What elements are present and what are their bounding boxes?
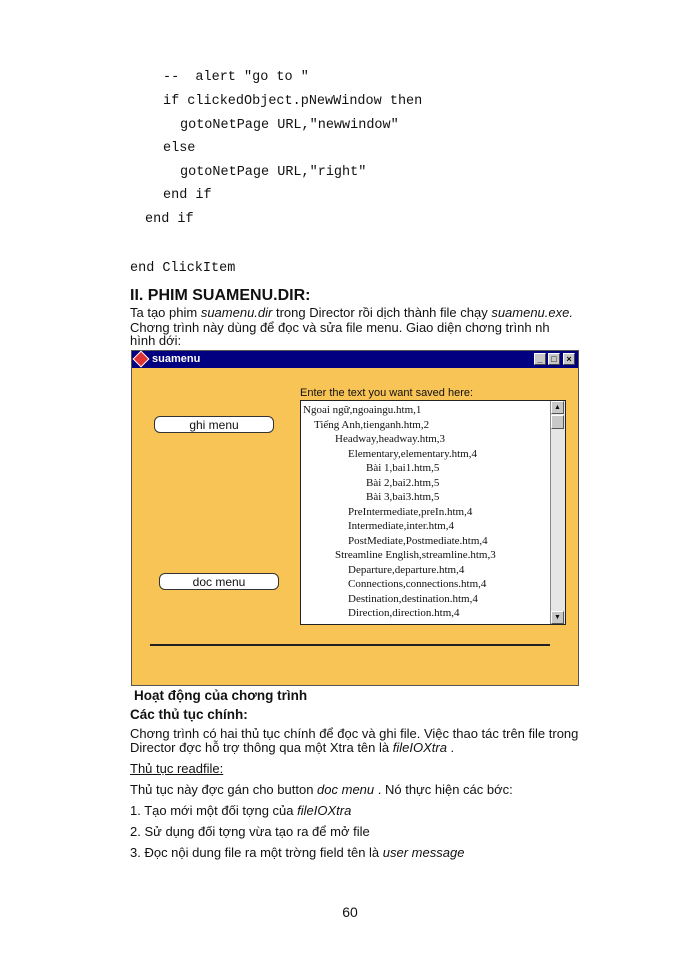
activity-heading: Hoạt động của chơng trình (134, 688, 308, 703)
code-line: gotoNetPage URL,"right" (180, 165, 367, 180)
section-heading: II. PHIM SUAMENU.DIR: (130, 287, 311, 304)
body-text: Director đợc hỗ trợ thông qua một Xtra tên là (130, 740, 393, 755)
code-line: end if (163, 188, 212, 203)
menu-text-area[interactable] (300, 400, 566, 625)
intro-line-2: Chơng trình này dùng để đọc và sửa file menu. Giao diện chơng trình nh (130, 320, 550, 335)
code-line: -- alert "go to " (163, 70, 309, 85)
menu-line: Intermediate,inter.htm,4 (348, 520, 454, 532)
suamenu-window (131, 350, 579, 686)
menu-line: Bài 3,bai3.htm,5 (366, 491, 440, 503)
code-line: end if (145, 212, 194, 227)
intro-text: Ta tạo phim (130, 305, 201, 320)
step-text: 3. Đọc nội dung file ra một trờng field tên là (130, 845, 383, 860)
doc-menu-button[interactable]: doc menu (159, 573, 279, 590)
minimize-icon[interactable]: _ (534, 353, 546, 365)
menu-line: Connections,connections.htm,4 (348, 578, 487, 590)
step-text: 2. Sử dụng đối tợng vừa tạo ra để mở file (130, 824, 370, 839)
code-line: end ClickItem (130, 261, 236, 276)
menu-line: Headway,headway.htm,3 (335, 433, 446, 445)
scroll-up-icon[interactable]: ▲ (551, 401, 564, 414)
body-line: Chơng trình có hai thủ tục chính để đọc và ghi file. Việc thao tác trên file trong (130, 726, 579, 741)
button-name: doc menu (317, 782, 375, 797)
app-icon (133, 351, 150, 368)
code-line: gotoNetPage URL,"newwindow" (180, 118, 399, 133)
code-line: if clickedObject.pNewWindow then (163, 94, 423, 109)
step-emphasis: user message (382, 845, 465, 860)
step-item (130, 804, 630, 817)
menu-line: Ngoai ngữ,ngoaingu.htm,1 (303, 404, 422, 416)
menu-line: Elementary,elementary.htm,4 (348, 447, 477, 460)
menu-line: PostMediate,Postmediate.htm,4 (348, 534, 488, 547)
body-line (130, 741, 630, 754)
intro-text: trong Director rồi dịch thành file chạy (272, 305, 492, 320)
menu-line: Bài 2,bai2.htm,5 (366, 476, 440, 489)
scroll-down-icon[interactable]: ▼ (551, 611, 564, 624)
menu-line: Bài 1,bai1.htm,5 (366, 462, 440, 474)
menu-line: Direction,direction.htm,4 (348, 607, 460, 619)
menu-line: Destination,destination.htm,4 (348, 592, 478, 605)
maximize-icon[interactable]: □ (548, 353, 560, 365)
intro-line-3: hình dới: (130, 333, 182, 348)
ghi-menu-button[interactable]: ghi menu (154, 416, 274, 433)
procedures-heading: Các thủ tục chính: (130, 707, 248, 722)
scroll-thumb[interactable] (551, 415, 564, 429)
page-number: 60 (342, 904, 358, 920)
step-item (130, 825, 630, 838)
step-emphasis: fileIOXtra (297, 803, 352, 818)
menu-line: Streamline English,streamline.htm,3 (335, 549, 496, 561)
xtra-name: fileIOXtra (392, 740, 447, 755)
window-titlebar (132, 351, 578, 368)
readfile-heading: Thủ tục readfile: (130, 761, 224, 776)
step-text: 1. Tạo mới một đối tợng của (130, 803, 298, 818)
vertical-scrollbar[interactable] (550, 401, 565, 624)
body-line (130, 783, 630, 796)
divider-line (150, 644, 550, 646)
menu-line: Departure,departure.htm,4 (348, 563, 465, 576)
menu-line: Tiếng Anh,tienganh.htm,2 (314, 418, 430, 431)
text-prompt-label: Enter the text you want saved here: (300, 387, 474, 399)
body-text: Thủ tục này đợc gán cho button (130, 782, 318, 797)
close-icon[interactable]: × (563, 353, 575, 365)
menu-line: PreIntermediate,preIn.htm,4 (348, 505, 473, 518)
step-item (130, 846, 630, 859)
code-line: else (163, 141, 196, 156)
body-text: . Nó thực hiện các bớc: (374, 782, 513, 797)
intro-filename: suamenu.dir (200, 305, 273, 320)
window-title: suamenu (152, 353, 201, 365)
intro-line-1 (130, 306, 630, 319)
intro-exe-filename: suamenu.exe. (491, 305, 573, 320)
body-text: . (446, 740, 455, 755)
